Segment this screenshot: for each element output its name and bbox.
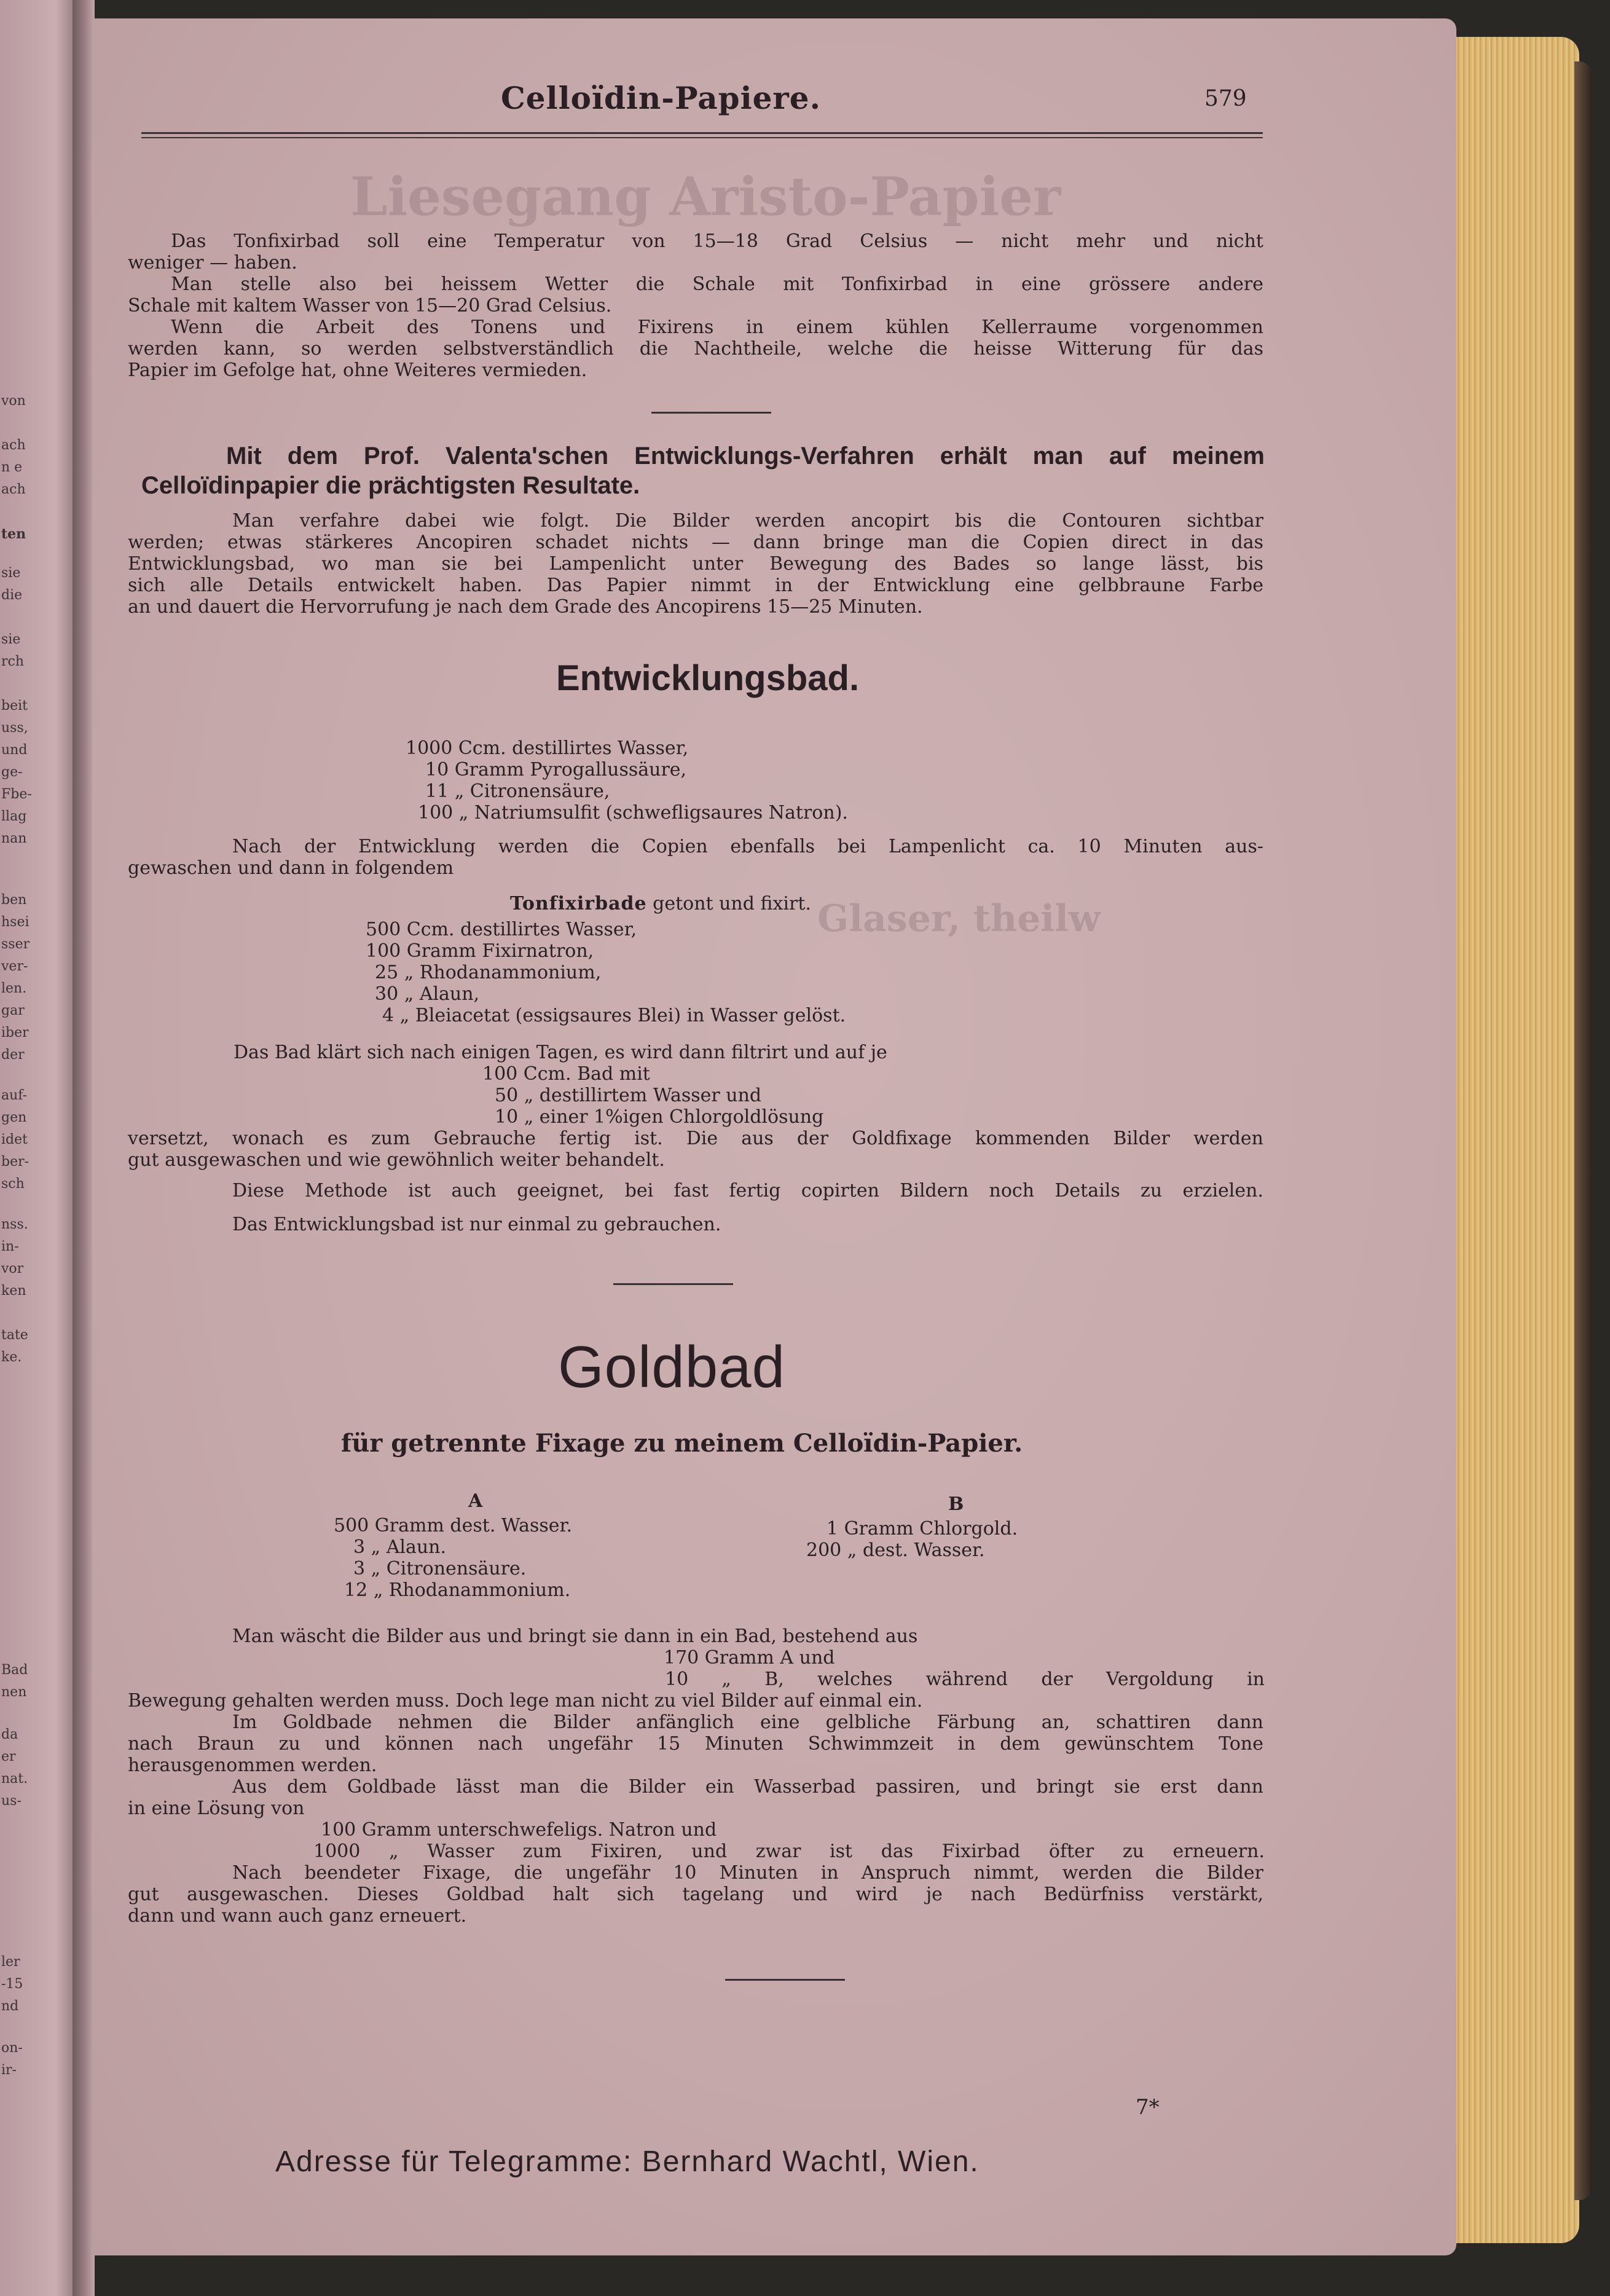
left-fragment: sie	[1, 632, 21, 647]
left-fragment: ler	[1, 1954, 20, 1970]
recipe-line: 11 „ Citronensäure,	[425, 780, 610, 802]
text-line: werden; etwas stärkeres Ancopiren schadet nichts — dann bringe man die Copien direct in das	[128, 532, 1263, 553]
section-divider	[651, 412, 771, 414]
left-fragment: sie	[1, 565, 21, 581]
left-page-edge	[0, 0, 80, 2296]
text-line: werden kann, so werden selbstverständlich die Nachtheile, welche die heisse Witterung für das	[128, 338, 1263, 360]
tonfixirbad-title	[510, 893, 811, 914]
telegram-address: Adresse für Telegramme: Bernhard Wachtl, Wien.	[275, 2145, 980, 2178]
left-fragment: und	[1, 742, 28, 758]
text-line: Papier im Gefolge hat, ohne Weiteres vermieden.	[128, 360, 587, 381]
left-fragment: nd	[1, 1999, 19, 2014]
left-fragment: ver-	[1, 959, 28, 974]
recipe-line: 200 „ dest. Wasser.	[806, 1539, 985, 1561]
left-fragment: idet	[1, 1132, 28, 1147]
text-line: 100 Gramm unterschwefeligs. Natron und	[321, 1819, 717, 1841]
text-line: Wenn die Arbeit des Tonens und Fixirens in einem kühlen Kellerraume vorgenommen	[171, 316, 1263, 338]
text-line: 100 Ccm. Bad mit	[482, 1063, 650, 1085]
left-fragment: ach	[1, 438, 26, 453]
text-line: 10 „ einer 1%igen Chlorgoldlösung	[495, 1106, 824, 1128]
left-fragment: gar	[1, 1003, 25, 1018]
recipe-line: 500 Gramm dest. Wasser.	[334, 1515, 573, 1536]
entwicklungsbad-title: Entwicklungsbad.	[556, 658, 860, 698]
header-rule	[141, 137, 1263, 138]
left-fragment: der	[1, 1047, 25, 1063]
left-fragment: uss,	[1, 720, 28, 736]
left-fragment: nen	[1, 1685, 27, 1700]
text-line: Man wäscht die Bilder aus und bringt sie dann in ein Bad, bestehend aus	[232, 1626, 918, 1647]
left-fragment: ten	[1, 526, 26, 542]
recipe-line: 100 Gramm Fixirnatron,	[366, 940, 594, 962]
left-fragment: iber	[1, 1025, 29, 1040]
text-line: 170 Gramm A und	[664, 1647, 835, 1669]
text-line: Das Entwicklungsbad ist nur einmal zu gebrauchen.	[232, 1214, 721, 1235]
text-line: an und dauert die Hervorrufung je nach dem Grade des Ancopirens 15—25 Minuten.	[128, 596, 923, 618]
left-fragment: gen	[1, 1110, 27, 1125]
bleed-through-text: Glaser, theilw	[817, 897, 1101, 940]
text-line: sich alle Details entwickelt haben. Das Papier nimmt in der Entwicklung eine gelbbraune Farbe	[128, 575, 1263, 596]
left-fragment: die	[1, 588, 23, 603]
left-fragment: us-	[1, 1793, 22, 1809]
text-line: dann und wann auch ganz erneuert.	[128, 1905, 467, 1927]
text-line: gewaschen und dann in folgendem	[128, 857, 454, 879]
left-fragment: nss.	[1, 1217, 28, 1232]
left-fragment: nat.	[1, 1771, 28, 1787]
page-number: 579	[1204, 86, 1247, 111]
left-fragment: vor	[1, 1261, 24, 1276]
left-fragment: er	[1, 1749, 16, 1764]
text-line: Entwicklungsbad, wo man sie bei Lampenlicht unter Bewegung des Bades so lange lässt, bis	[128, 553, 1263, 575]
column-b-label: B	[948, 1493, 964, 1515]
recipe-line: 3 „ Citronensäure.	[353, 1558, 527, 1579]
left-fragment: ben	[1, 892, 27, 908]
tonfixirbad-title-bold: Tonfixirbade	[510, 893, 647, 914]
left-fragment: Bad	[1, 1662, 28, 1678]
text-line: weniger — haben.	[128, 252, 297, 273]
page-title: Celloïdin-Papiere.	[501, 80, 821, 116]
text-line: Das Tonfixirbad soll eine Temperatur von 15—18 Grad Celsius — nicht mehr und nicht	[171, 230, 1263, 252]
recipe-line: 25 „ Rhodanammonium,	[375, 962, 602, 983]
text-line: Diese Methode ist auch geeignet, bei fast fertig copirten Bildern noch Details zu erzielen.	[232, 1180, 1263, 1201]
text-line: versetzt, wonach es zum Gebrauche fertig ist. Die aus der Goldfixage kommenden Bilder werden	[128, 1128, 1263, 1149]
recipe-line: 12 „ Rhodanammonium.	[344, 1579, 571, 1601]
left-fragment: llag	[1, 809, 27, 824]
recipe-line: 10 Gramm Pyrogallussäure,	[425, 759, 687, 780]
book-gutter	[73, 0, 95, 2296]
header-rule	[141, 132, 1263, 134]
text-line: Nach der Entwicklung werden die Copien ebenfalls bei Lampenlicht ca. 10 Minuten aus-	[232, 836, 1263, 857]
text-line: 50 „ destillirtem Wasser und	[495, 1085, 762, 1106]
left-fragment: in-	[1, 1239, 19, 1254]
left-fragment: Fbe-	[1, 787, 32, 802]
section-divider	[613, 1283, 733, 1285]
section-divider	[725, 1979, 845, 1981]
recipe-line: 30 „ Alaun,	[375, 983, 480, 1005]
book-page	[92, 18, 1456, 2255]
text-line: 10 „ B, welches während der Vergoldung in	[665, 1669, 1265, 1690]
page-stack-edge	[1438, 37, 1579, 2243]
text-line: Schale mit kaltem Wasser von 15—20 Grad Celsius.	[128, 295, 612, 316]
left-fragment: ge-	[1, 765, 23, 780]
text-line: Im Goldbade nehmen die Bilder anfänglich eine gelbliche Färbung an, schattiren dann	[232, 1712, 1263, 1733]
valenta-heading-line2: Celloïdinpapier die prächtigsten Resultate.	[141, 472, 640, 499]
tonfixirbad-title-rest: getont und fixirt.	[646, 893, 811, 914]
recipe-line: 3 „ Alaun.	[353, 1536, 447, 1558]
text-line: Nach beendeter Fixage, die ungefähr 10 Minuten in Anspruch nimmt, werden die Bilder	[232, 1862, 1263, 1884]
text-line: in eine Lösung von	[128, 1798, 305, 1819]
left-fragment: tate	[1, 1327, 28, 1343]
text-line: Das Bad klärt sich nach einigen Tagen, es wird dann filtrirt und auf je	[234, 1042, 887, 1063]
left-fragment: ke.	[1, 1350, 22, 1365]
left-fragment: von	[1, 393, 26, 409]
left-fragment: hsei	[1, 914, 29, 930]
left-fragment: n e	[1, 460, 23, 475]
signature-mark: 7*	[1136, 2095, 1160, 2120]
goldbad-subtitle: für getrennte Fixage zu meinem Celloïdin-Papier.	[341, 1429, 1023, 1458]
text-line: nach Braun zu und können nach ungefähr 15 Minuten Schwimmzeit in dem gewünschtem Tone	[128, 1733, 1263, 1755]
recipe-line: 100 „ Natriumsulfit (schwefligsaures Natron).	[418, 802, 848, 824]
left-fragment: auf-	[1, 1088, 28, 1103]
goldbad-title: Goldbad	[558, 1334, 785, 1400]
left-fragment: beit	[1, 698, 28, 714]
text-line: 1000 „ Wasser zum Fixiren, und zwar ist das Fixirbad öfter zu erneuern.	[313, 1841, 1265, 1862]
column-a-label: A	[468, 1490, 483, 1512]
left-fragment: sch	[1, 1176, 25, 1192]
recipe-line: 1 Gramm Chlorgold.	[827, 1518, 1018, 1539]
left-fragment: da	[1, 1727, 18, 1742]
text-line: Man stelle also bei heissem Wetter die Schale mit Tonfixirbad in eine grössere andere	[171, 273, 1263, 295]
recipe-line: 4 „ Bleiacetat (essigsaures Blei) in Wasser gelöst.	[382, 1005, 846, 1026]
left-fragment: on-	[1, 2040, 23, 2056]
valenta-heading-line1: Mit dem Prof. Valenta'schen Entwicklungs-Verfahren erhält man auf meinem	[226, 442, 1265, 470]
text-line: gut ausgewaschen. Dieses Goldbad halt sich tagelang und wird je nach Bedürfniss verstärkt,	[128, 1884, 1263, 1905]
left-fragment: ken	[1, 1283, 26, 1299]
left-fragment: ir-	[1, 2062, 17, 2078]
left-fragment: nan	[1, 831, 27, 846]
text-line: herausgenommen werden.	[128, 1755, 377, 1776]
left-fragment: len.	[1, 981, 27, 996]
text-line: Aus dem Goldbade lässt man die Bilder ein Wasserbad passiren, und bringt sie erst dann	[232, 1776, 1263, 1798]
left-fragment: ber-	[1, 1154, 29, 1170]
recipe-line: 500 Ccm. destillirtes Wasser,	[366, 919, 637, 940]
recipe-line: 1000 Ccm. destillirtes Wasser,	[406, 737, 689, 759]
left-fragment: rch	[1, 654, 25, 669]
text-line: Man verfahre dabei wie folgt. Die Bilder werden ancopirt bis die Contouren sichtbar	[232, 510, 1263, 532]
text-line: gut ausgewaschen und wie gewöhnlich weiter behandelt.	[128, 1149, 665, 1171]
left-fragment: ach	[1, 482, 26, 497]
bleed-through-text: Liesegang Aristo-Papier	[350, 166, 1061, 228]
text-line: Bewegung gehalten werden muss. Doch lege man nicht zu viel Bilder auf einmal ein.	[128, 1690, 923, 1712]
left-fragment: sser	[1, 937, 30, 952]
left-fragment: -15	[1, 1976, 23, 1992]
